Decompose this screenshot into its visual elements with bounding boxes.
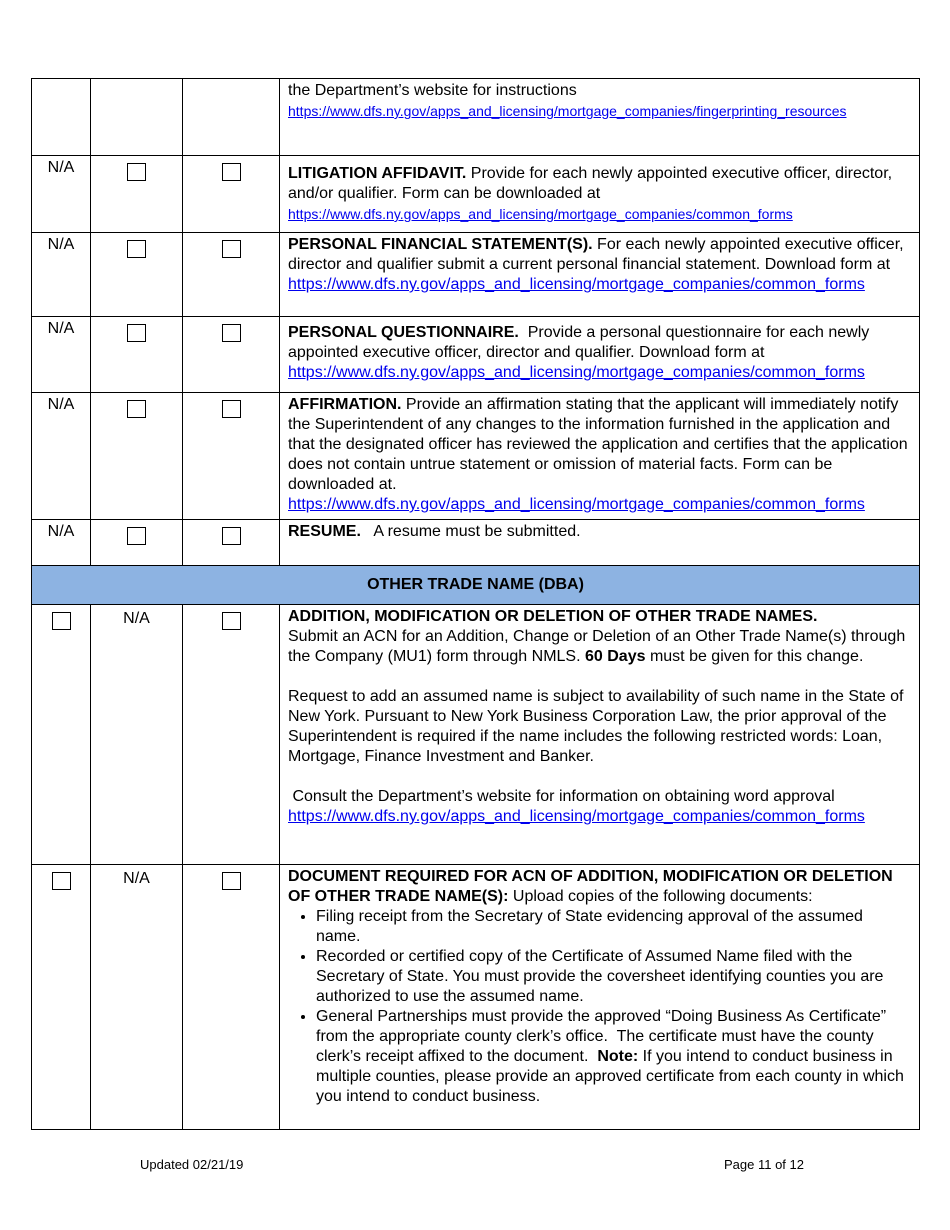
requirement-text: Provide an affirmation stating that the applicant will immediately notify the Superintendent of any changes to the information furnished in the application and that the designated officer has reviewed the application and certifies that the application does not contain untrue statement or omission of material facts. Form can be downloaded at. bbox=[288, 396, 908, 493]
requirement-title: PERSONAL QUESTIONNAIRE. bbox=[288, 324, 519, 341]
checkbox[interactable] bbox=[222, 240, 241, 258]
requirement-cell bbox=[280, 393, 920, 520]
checkbox[interactable] bbox=[127, 527, 146, 545]
na-label: N/A bbox=[32, 520, 91, 566]
requirement-title: PERSONAL FINANCIAL STATEMENT(S). bbox=[288, 236, 593, 253]
checkbox-cell bbox=[183, 865, 280, 1130]
cell-empty bbox=[183, 79, 280, 156]
checkbox-cell bbox=[91, 156, 183, 233]
common-forms-link[interactable]: https://www.dfs.ny.gov/apps_and_licensing/mortgage_companies/common_forms bbox=[288, 276, 865, 293]
checkbox[interactable] bbox=[52, 612, 71, 630]
updated-date: Updated 02/21/19 bbox=[140, 1157, 244, 1172]
na-label: N/A bbox=[32, 233, 91, 317]
requirement-cell bbox=[280, 865, 920, 1130]
checkbox-cell bbox=[32, 605, 91, 865]
requirement-cell bbox=[280, 79, 920, 156]
checkbox[interactable] bbox=[222, 163, 241, 181]
requirement-cell bbox=[280, 317, 920, 393]
requirement-cell bbox=[280, 233, 920, 317]
common-forms-link[interactable]: https://www.dfs.ny.gov/apps_and_licensing/mortgage_companies/common_forms bbox=[288, 206, 793, 222]
common-forms-link[interactable]: https://www.dfs.ny.gov/apps_and_licensing/mortgage_companies/common_forms bbox=[288, 808, 865, 825]
checkbox[interactable] bbox=[127, 400, 146, 418]
checkbox[interactable] bbox=[222, 872, 241, 890]
checkbox-cell bbox=[183, 233, 280, 317]
na-label: N/A bbox=[32, 317, 91, 393]
requirement-cell bbox=[280, 156, 920, 233]
document-list bbox=[288, 907, 911, 1107]
table-row bbox=[32, 393, 920, 520]
requirement-text: Provide for each newly appointed executive officer, director, and/or qualifier. Form can be downloaded at bbox=[288, 165, 893, 202]
requirement-text: Submit an ACN for an Addition, Change or Deletion of an Other Trade Name(s) through the Company (MU1) form through NMLS. bbox=[288, 628, 906, 665]
checkbox[interactable] bbox=[127, 163, 146, 181]
table-row bbox=[32, 233, 920, 317]
checkbox-cell bbox=[183, 520, 280, 566]
requirement-text: Upload copies of the following documents: bbox=[508, 888, 813, 905]
table-row bbox=[32, 605, 920, 865]
fingerprinting-resources-link[interactable]: https://www.dfs.ny.gov/apps_and_licensing/mortgage_companies/fingerprinting_resources bbox=[288, 103, 847, 119]
checkbox-cell bbox=[183, 317, 280, 393]
requirement-cell bbox=[280, 605, 920, 865]
requirements-table bbox=[31, 78, 920, 1130]
list-item: • General Partnerships must provide the approved “Doing Business As Certificate” from the appropriate county clerk’s office. The certificate must have the county clerk’s receipt affixed to the document. Note: If you intend to conduct business in multiple counties, please provide an approved certificate from each county in which you intend to conduct business. bbox=[316, 1007, 911, 1107]
checkbox-cell bbox=[183, 393, 280, 520]
requirement-title: ADDITION, MODIFICATION OR DELETION OF OTHER TRADE NAMES. bbox=[288, 608, 818, 625]
cell-empty bbox=[91, 79, 183, 156]
checkbox[interactable] bbox=[222, 527, 241, 545]
checkbox-cell bbox=[183, 156, 280, 233]
checkbox-cell bbox=[91, 317, 183, 393]
requirement-text: must be given for this change. bbox=[645, 648, 864, 665]
na-label: N/A bbox=[91, 865, 183, 1130]
requirement-text: For each newly appointed executive officer, director and qualifier submit a current personal financial statement. Download form at bbox=[288, 236, 904, 273]
checkbox[interactable] bbox=[52, 872, 71, 890]
checkbox-cell bbox=[91, 393, 183, 520]
checkbox-cell bbox=[32, 865, 91, 1130]
requirement-text: the Department’s website for instructions bbox=[288, 82, 577, 99]
checkbox-cell bbox=[183, 605, 280, 865]
checkbox[interactable] bbox=[222, 400, 241, 418]
table-row bbox=[32, 317, 920, 393]
list-item: • Filing receipt from the Secretary of State evidencing approval of the assumed name. bbox=[316, 907, 911, 947]
requirement-text: Request to add an assumed name is subject to availability of such name in the State of New York. Pursuant to New York Business Corporation Law, the prior approval of the Superintendent is required if the name includes the following restricted words: Loan, Mortgage, Finance Investment and Banker. bbox=[288, 688, 904, 765]
na-label: N/A bbox=[32, 156, 91, 233]
requirement-emphasis: 60 Days bbox=[585, 648, 646, 665]
note-label: Note: bbox=[597, 1048, 639, 1065]
list-item: • Recorded or certified copy of the Certificate of Assumed Name filed with the Secretary of State. You must provide the coversheet identifying counties you are authorized to use the assumed name. bbox=[316, 947, 911, 1007]
requirement-title: DOCUMENT REQUIRED FOR ACN OF ADDITION, MODIFICATION OR DELETION OF OTHER TRADE NAME(S): bbox=[288, 868, 893, 905]
table-row bbox=[32, 520, 920, 566]
table-row bbox=[32, 865, 920, 1130]
requirement-cell bbox=[280, 520, 920, 566]
na-label: N/A bbox=[32, 393, 91, 520]
page-number: Page 11 of 12 bbox=[724, 1157, 804, 1172]
checkbox-cell bbox=[91, 233, 183, 317]
na-label: N/A bbox=[91, 605, 183, 865]
requirement-text: Consult the Department’s website for information on obtaining word approval bbox=[288, 788, 835, 805]
common-forms-link[interactable]: https://www.dfs.ny.gov/apps_and_licensing/mortgage_companies/common_forms bbox=[288, 496, 865, 513]
requirement-text: A resume must be submitted. bbox=[360, 523, 581, 540]
requirement-title: RESUME. bbox=[288, 523, 361, 540]
cell-empty bbox=[32, 79, 91, 156]
section-title: OTHER TRADE NAME (DBA) bbox=[32, 566, 920, 605]
requirement-text: Provide a personal questionnaire for each newly appointed executive officer, director and qualifier. Download form at bbox=[288, 324, 874, 361]
section-header-row bbox=[32, 566, 920, 605]
table-row bbox=[32, 79, 920, 156]
checkbox[interactable] bbox=[127, 324, 146, 342]
checkbox[interactable] bbox=[127, 240, 146, 258]
table-row bbox=[32, 156, 920, 233]
checkbox-cell bbox=[91, 520, 183, 566]
checkbox[interactable] bbox=[222, 324, 241, 342]
requirement-title: LITIGATION AFFIDAVIT. bbox=[288, 165, 467, 182]
common-forms-link[interactable]: https://www.dfs.ny.gov/apps_and_licensing/mortgage_companies/common_forms bbox=[288, 364, 865, 381]
requirement-title: AFFIRMATION. bbox=[288, 396, 402, 413]
checkbox[interactable] bbox=[222, 612, 241, 630]
